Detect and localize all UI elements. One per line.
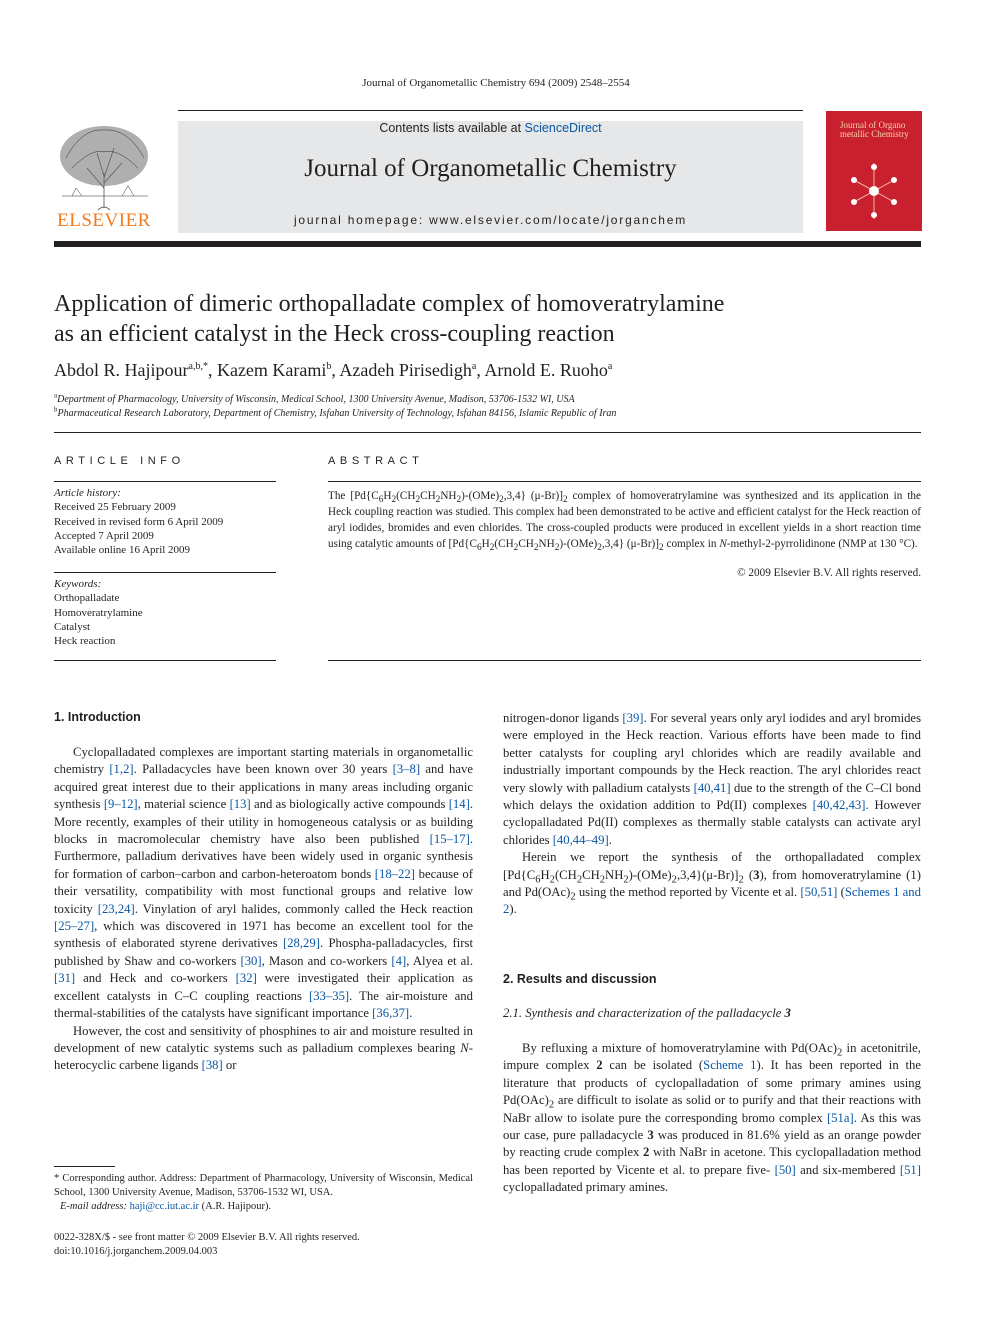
author-name[interactable]: Azadeh Pirisedigh — [339, 360, 472, 380]
keyword: Homoveratrylamine — [54, 606, 143, 619]
cover-title: Journal of Organo metallic Chemistry — [840, 120, 909, 139]
citation-link[interactable]: [40,44–49] — [552, 832, 609, 847]
citation-link[interactable]: [23,24] — [97, 901, 135, 916]
citation-link[interactable]: [3–8] — [392, 762, 421, 777]
affiliation-mark: a — [54, 391, 58, 400]
keyword: Heck reaction — [54, 635, 116, 648]
affiliation-rule — [54, 432, 921, 433]
email-link[interactable]: haji@cc.iut.ac.ir — [129, 1201, 200, 1212]
title-line-1: Application of dimeric orthopalladate complex of homoveratrylamine — [54, 291, 725, 317]
scheme-link[interactable]: Schemes 1 and 2 — [503, 885, 921, 917]
author-affil-mark: a,b,* — [188, 361, 208, 372]
front-matter-meta — [54, 1231, 474, 1259]
issn-line: 0022-328X/$ - see front matter © 2009 Elsevier B.V. All rights reserved. — [54, 1232, 360, 1243]
header-thick-rule — [54, 241, 921, 247]
history-item: Accepted 7 April 2009 — [54, 529, 154, 542]
citation-link[interactable]: [51a] — [826, 1110, 854, 1125]
affiliation-b — [54, 405, 921, 419]
corresponding-author-footnote — [54, 1172, 473, 1214]
scheme-link[interactable]: Scheme 1 — [703, 1058, 757, 1073]
citation-link[interactable]: [50] — [774, 1162, 796, 1177]
results-heading: 2. Results and discussion — [503, 972, 657, 986]
citation-link[interactable]: [30] — [240, 953, 262, 968]
author-affil-mark: a — [471, 361, 477, 372]
keyword: Orthopalladate — [54, 592, 120, 605]
author-affil-mark: b — [326, 361, 332, 372]
abstract-rule — [328, 481, 921, 482]
citation-link[interactable]: [28,29] — [282, 936, 320, 951]
cover-molecule-icon — [844, 159, 904, 223]
author-name[interactable]: Kazem Karami — [216, 360, 327, 380]
journal-homepage[interactable]: journal homepage: www.elsevier.com/locate/jorganchem — [293, 213, 688, 227]
author-sep: , — [331, 360, 340, 380]
subsection-heading: 2.1. Synthesis and characterization of the palladacycle 3 — [503, 1006, 791, 1020]
running-head: Journal of Organometallic Chemistry 694 (2009) 2548–2554 — [362, 77, 630, 89]
affiliation-mark: b — [54, 405, 58, 414]
affiliation-text: Department of Pharmacology, University of Wisconsin, Medical School, 1300 University Avenue, Madison, 53706-1532 WI, USA — [57, 394, 575, 405]
intro-paragraph-2: However, the cost and sensitivity of phosphines to air and moisture resulted in development of new catalytic systems such as palladium complexes bearing N-heterocyclic carbene ligands [38] or — [54, 1023, 473, 1073]
affiliation-text: Pharmaceutical Research Laboratory, Department of Chemistry, Isfahan University of Technology, Isfahan 84156, Islamic Republic of Iran — [57, 408, 617, 419]
intro-heading: 1. Introduction — [54, 710, 141, 724]
results-paragraph-1: By refluxing a mixture of homoveratrylamine with $Pd(OAc)_2$ in acetonitrile, impure complex 2 can be isolated (Scheme 1). It has been reported in the literature that products of cyclopalladation of some primary amines using $Pd(OAc)_2$ are difficult to isolate as solid or to purify and that their reactions with NaBr allow to isolate pure the corresponding bromo complex [51a]. As this was our case, pure palladacycle 3 was produced in 81.6% yield as an orange powder by reacting crude complex 2 with NaBr in acetone. This cyclopalladation method has been reported by Vicente et al. to prepare five- [50] and six-membered [51] cyclopalladated primary amines. — [503, 1041, 921, 1195]
footnote-rule — [54, 1166, 115, 1167]
citation-link[interactable]: [33–35] — [308, 988, 350, 1003]
abstract-copyright: © 2009 Elsevier B.V. All rights reserved. — [737, 567, 921, 579]
footnote-mark: * — [54, 1173, 60, 1184]
article-title — [54, 289, 921, 349]
citation-link[interactable]: [38] — [201, 1058, 223, 1073]
intro-paragraph-1: Cyclopalladated complexes are important starting materials in organometallic chemistry [1,2]. Palladacycles have been known over 30 years [3–8] and have acquired great interest due to their applications in many areas including organic synthesis [9–12], material science [13] and as biologically active compounds [14]. More recently, examples of their utility in homogeneous catalysis or as building blocks in macromolecular chemistry have also been published [15–17]. Furthermore, palladium derivatives have been widely used in organic synthesis for formation of carbon–carbon and carbon-heteroatom bonds [18–22] because of their versatility, compatibility with most functional groups and relative low toxicity [23,24]. Vinylation of aryl halides, commonly called the Heck reaction [25–27], which was discovered in 1971 has become an excellent tool for the synthesis of elaborated styrene derivatives [28,29]. Phospha-palladacycles, first published by Shaw and co-workers [30], Mason and co-workers [4], Alyea et al. [31] and Heck and co-workers [32] were investigated their application as excellent catalysts in C–C coupling reactions [33–35]. The air-moisture and thermal-stabilities of the catalysts have significant importance [36,37]. — [54, 745, 473, 1021]
citation-link[interactable]: [39] — [622, 711, 644, 725]
author-list — [54, 360, 921, 381]
elsevier-wordmark[interactable]: ELSEVIER — [57, 210, 151, 231]
sciencedirect-link[interactable]: ScienceDirect — [524, 121, 602, 135]
keywords-label: Keywords: — [54, 578, 102, 590]
email-suffix: (A.R. Hajipour). — [199, 1201, 272, 1212]
citation-link[interactable]: [32] — [235, 971, 257, 986]
citation-link[interactable]: [40,41] — [693, 780, 731, 795]
article-info-rule — [54, 481, 276, 482]
citation-link[interactable]: [31] — [54, 971, 76, 986]
citation-link[interactable]: [14] — [448, 797, 470, 812]
author-sep: , — [207, 360, 217, 380]
citation-link[interactable]: [25–27] — [54, 919, 95, 934]
intro-column — [54, 744, 473, 1075]
journal-cover-thumbnail[interactable] — [826, 111, 922, 231]
history-label: Article history: — [54, 487, 121, 499]
abstract-bottom-rule — [328, 660, 921, 661]
history-item: Received 25 February 2009 — [54, 501, 176, 514]
contents-prefix: Contents lists available at — [379, 121, 525, 135]
article-info-heading: ARTICLE INFO — [54, 455, 185, 467]
citation-link[interactable]: [13] — [229, 797, 251, 812]
citation-link[interactable]: [4] — [391, 953, 407, 968]
email-label: E-mail address: — [60, 1201, 127, 1212]
history-item: Received in revised form 6 April 2009 — [54, 515, 224, 528]
right-paragraph-1: nitrogen-donor ligands [39]. For several years only aryl iodides and aryl bromides were employed in the Heck reaction. Various efforts have been made to find better catalysts for coupling aryl chlorides which are readily available and industrially important compounds by the Heck reaction. The aryl chlorides react very slowly with palladium catalysts [40,41] due to the strength of the C–Cl bond which delays the oxidation addition to Pd(II) complexes [40,42,43]. However cyclopalladated Pd(II) complexes as thermally stable catalysts can activate aryl chlorides [40,44–49]. — [503, 711, 922, 847]
citation-link[interactable]: [40,42,43] — [812, 798, 866, 813]
footnote-text: Corresponding author. Address: Department of Pharmacology, University of Wisconsin, Medical School, 1300 University Avenue, Madison, 53706-1532 WI, USA. — [54, 1173, 473, 1198]
doi-line[interactable]: doi:10.1016/j.jorganchem.2009.04.003 — [54, 1246, 218, 1257]
citation-link[interactable]: [1,2] — [109, 762, 134, 777]
article-history — [54, 486, 276, 557]
abstract-text: The [$Pd\{C_6H_2(CH_2CH_2NH_2)-(OMe)_2,3,4\}$ $(\mu-Br)]_2$ complex of homoveratrylamine was synthesized and its application in the Heck coupling reaction was studied. This complex had been demonstrated to be active and efficient catalyst for the Heck reaction of aryl iodides, bromides and even chlorides. The cross-coupled products were produced in excellent yields in a short reaction time using catalytic amounts of [$Pd\{C_6H_2(CH_2CH_2NH_2)-(OMe)_2,3,4\}$ $(\mu-Br)]_2$ complex in N-methyl-2-pyrrolidinone (NMP at 130 °C). — [328, 490, 921, 554]
citation-link[interactable]: [51] — [899, 1162, 921, 1177]
keywords-rule — [54, 572, 276, 573]
journal-name: Journal of Organometallic Chemistry — [304, 155, 677, 182]
citation-link[interactable]: [36,37] — [372, 1006, 410, 1021]
citation-link[interactable]: [18–22] — [374, 866, 415, 881]
right-column — [503, 710, 921, 919]
history-item: Available online 16 April 2009 — [54, 544, 191, 557]
citation-link[interactable]: [15–17] — [429, 832, 470, 847]
info-bottom-rule — [54, 660, 276, 661]
citation-link[interactable]: [50,51] — [800, 885, 838, 900]
author-name[interactable]: Abdol R. Hajipour — [54, 360, 189, 380]
author-affil-mark: a — [607, 361, 613, 372]
author-name[interactable]: Arnold E. Ruoho — [484, 360, 608, 380]
keyword: Catalyst — [54, 620, 91, 633]
keywords — [54, 577, 276, 648]
author-sep: , — [476, 360, 485, 380]
results-column — [503, 1040, 921, 1197]
contents-line — [178, 121, 803, 135]
title-line-2: as an efficient catalyst in the Heck cross-coupling reaction — [54, 321, 615, 347]
header-top-rule — [178, 110, 803, 111]
abstract-heading: ABSTRACT — [328, 455, 424, 467]
citation-link[interactable]: [9–12] — [103, 797, 138, 812]
right-paragraph-2: Herein we report the synthesis of the orthopalladated complex $[Pd\{C_6H_2(CH_2CH_2NH_2)-(OMe)_2,3,4\}(\mu-Br)]_2$ (3), from homoveratrylamine (1) and $Pd(OAc)_2$ using the method reported by Vicente et al. [50,51] (Schemes 1 and 2). — [503, 850, 921, 917]
affiliation-a — [54, 391, 921, 405]
